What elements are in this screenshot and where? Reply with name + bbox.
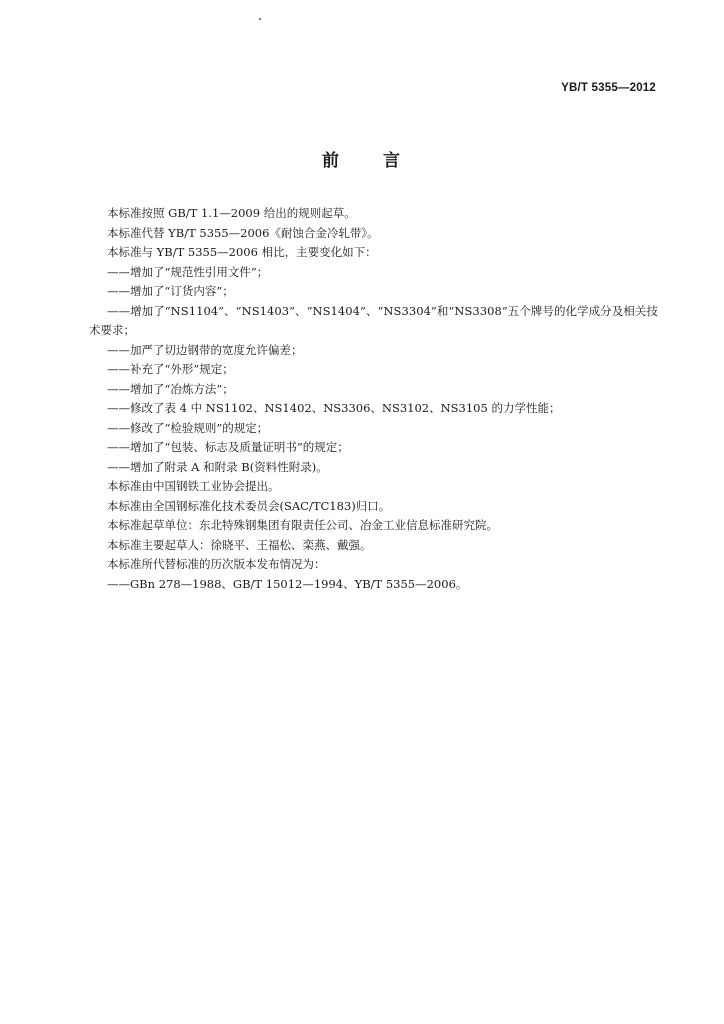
paragraph-line: 本标准按照 GB/T 1.1—2009 给出的规则起草。 [107,206,356,220]
title-char-1: 前 [322,151,341,171]
history-item: ——GBn 278—1988、GB/T 15012—1994、YB/T 5355—2006。 [107,576,468,591]
change-item: ——增加了“订货内容”； [107,284,234,298]
page-title [0,146,724,171]
paragraph-line: 本标准所代替标准的历次版本发布情况为： [107,557,326,571]
standard-code: YB/T 5355—2012 [561,82,656,94]
paragraph-line: 本标准代替 YB/T 5355—2006《耐蚀合金冷轧带》。 [107,225,379,240]
change-item: ——增加了“冶炼方法”； [107,381,234,396]
change-item: ——增加了“NS1104”、“NS1403”、“NS1404”、“NS3304”和“NS3308”五个牌号的化学成分及相关技 [107,303,658,318]
change-item: ——增加了附录 A 和附录 B(资料性附录)。 [107,459,328,474]
paragraph-line: 本标准由全国钢标准化技术委员会(SAC/TC183)归口。 [107,498,391,513]
change-item: ——加严了切边钢带的宽度允许偏差； [107,342,303,357]
paragraph-line: 本标准主要起草人：徐晓平、王福松、栾燕、戴强。 [107,537,372,552]
change-item: ——修改了“检验规则”的规定； [107,420,269,435]
change-item: ——补充了“外形”规定； [107,362,234,376]
paragraph-line: 本标准由中国钢铁工业协会提出。 [107,479,280,493]
change-item: ——增加了“规范性引用文件”； [107,264,269,279]
title-char-2: 言 [383,151,402,171]
change-item: ——修改了表 4 中 NS1102、NS1402、NS3306、NS3102、NS3105 的力学性能； [107,401,561,415]
scan-speck [259,18,261,20]
foreword-body [89,204,660,594]
change-item: ——增加了“包装、标志及质量证明书”的规定； [107,440,349,454]
paragraph-line: 本标准与 YB/T 5355—2006 相比，主要变化如下： [107,245,377,259]
paragraph-line: 本标准起草单位：东北特殊钢集团有限责任公司、冶金工业信息标准研究院。 [107,518,498,532]
change-item-continuation: 术要求； [89,323,135,337]
